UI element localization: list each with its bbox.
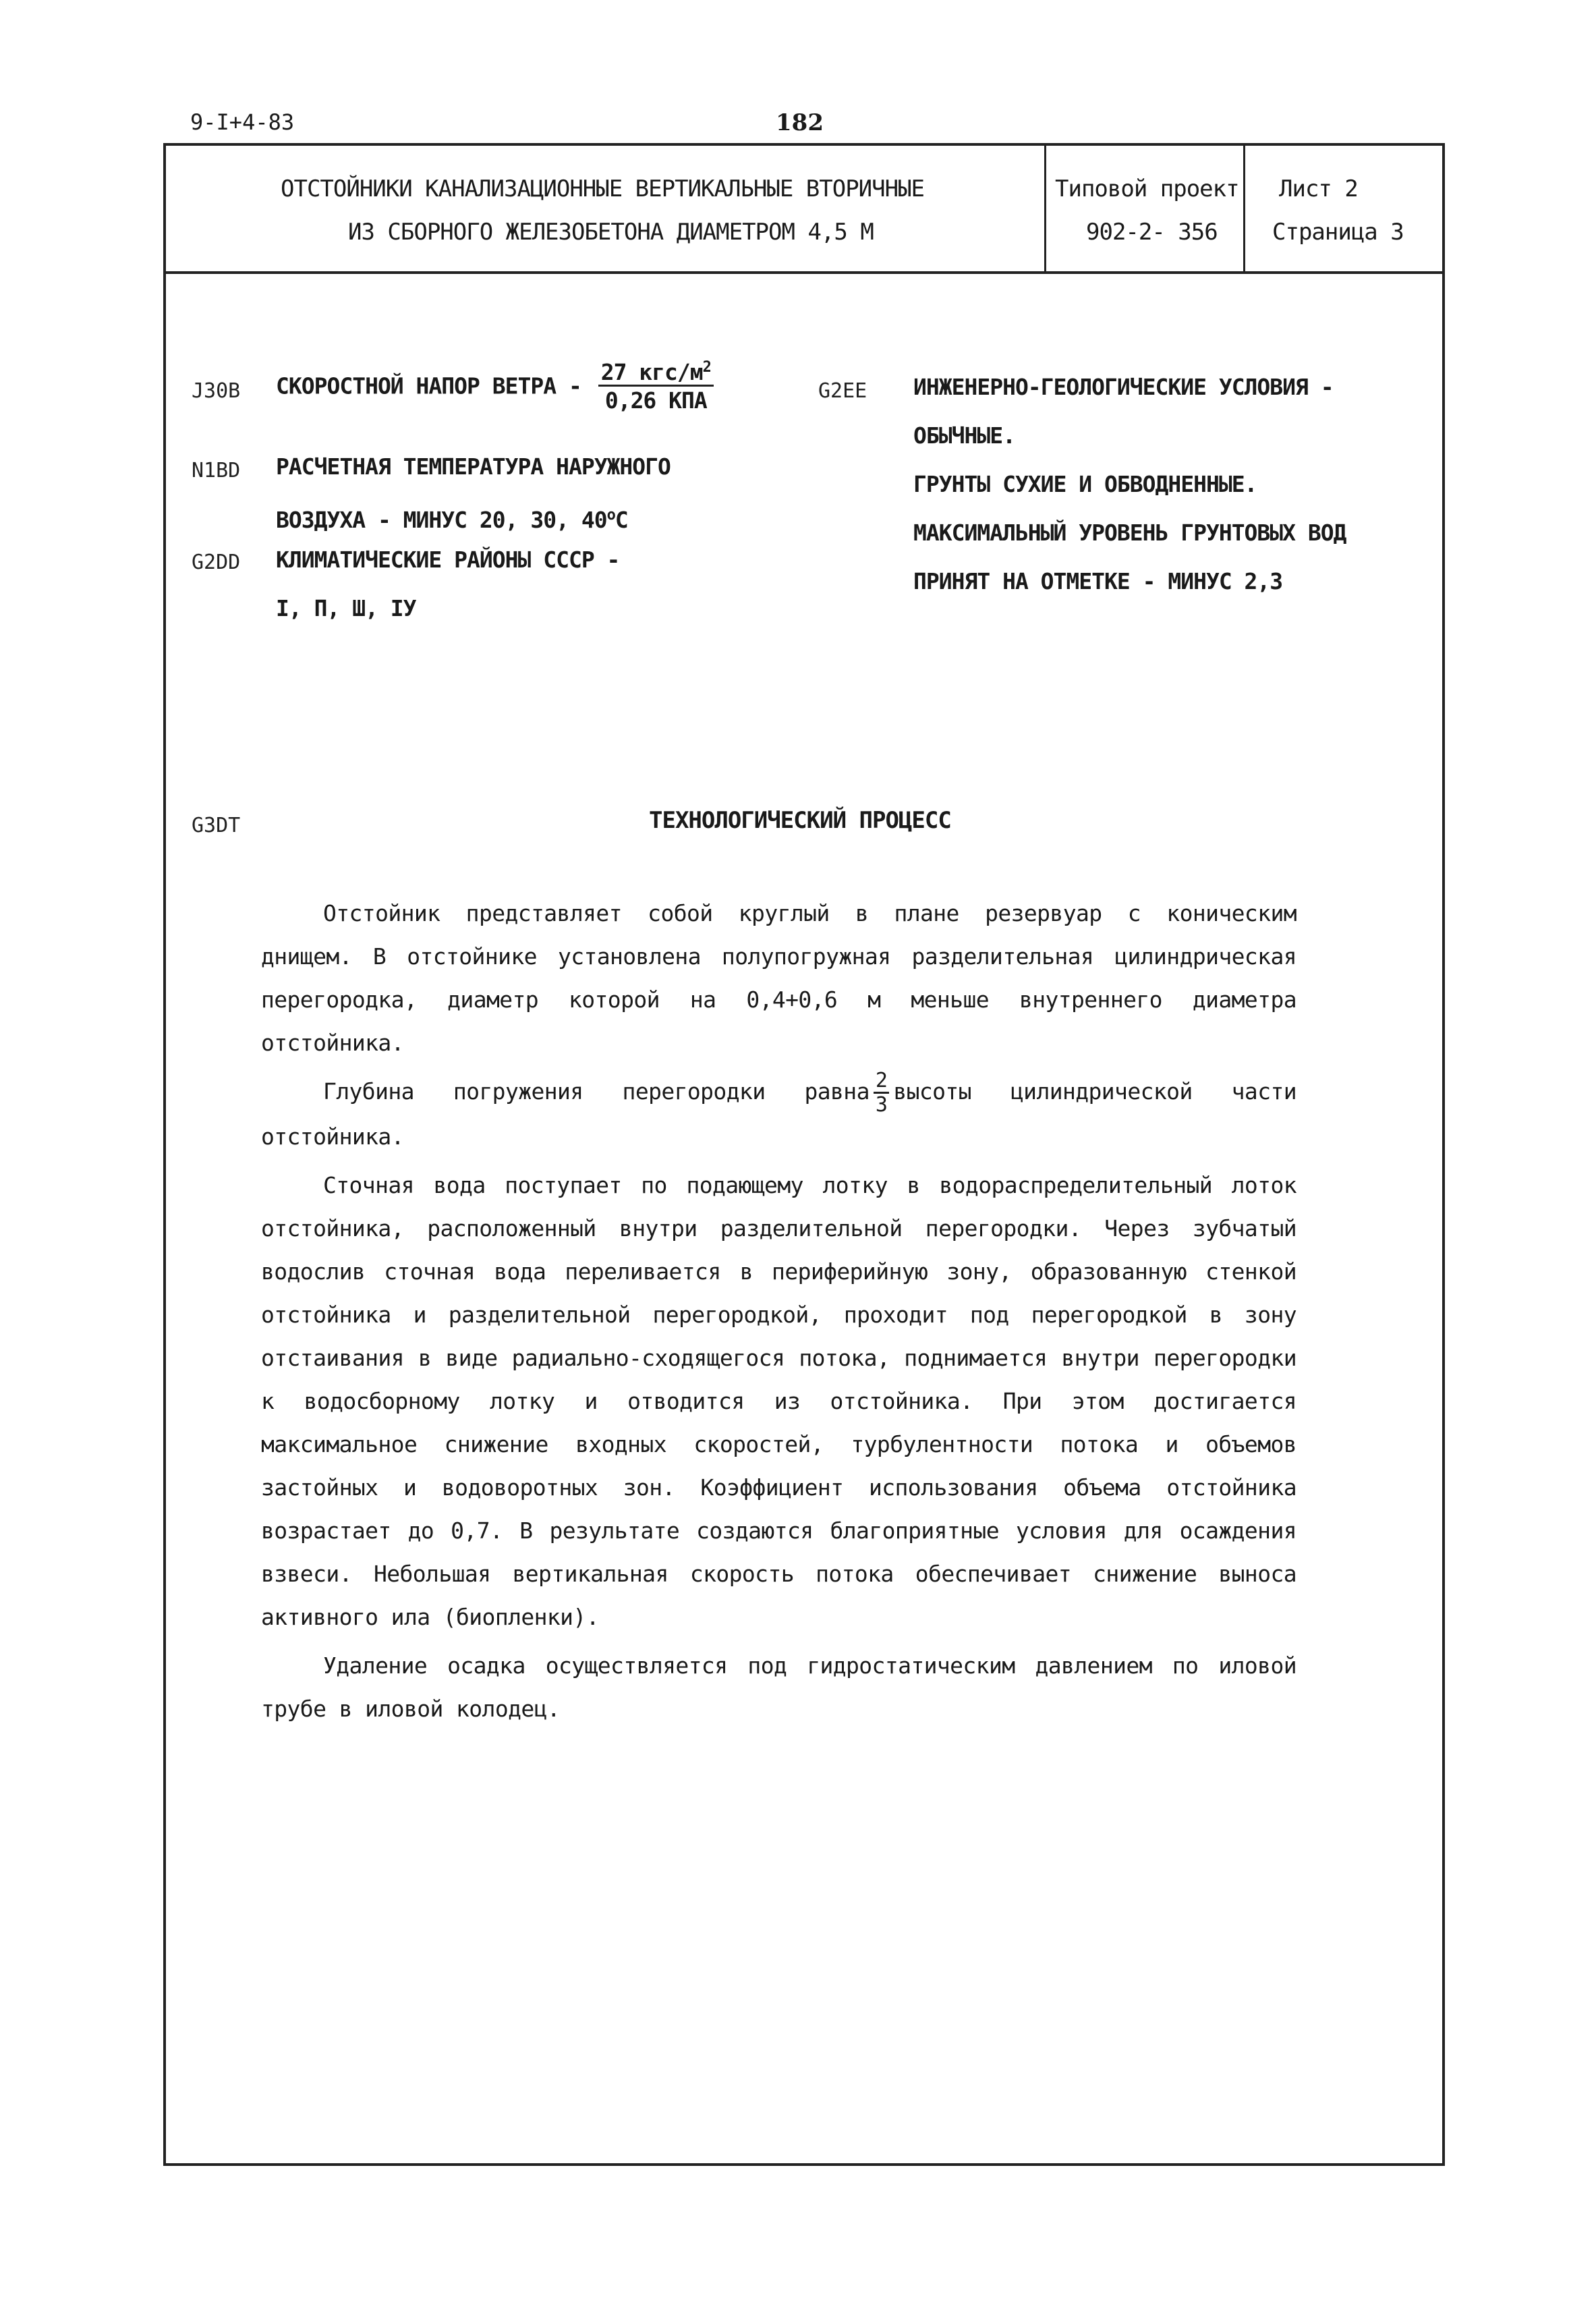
page-label: Страница 3 bbox=[1272, 219, 1404, 246]
fraction-numerator: 2 bbox=[874, 1071, 889, 1094]
geology-line2: ОБЫЧНЫЕ. bbox=[913, 422, 1015, 449]
fraction-denominator: 3 bbox=[875, 1092, 888, 1117]
paragraph-4: Удаление осадка осуществляется под гидростатическим давлением по иловой трубе в иловой колодец. bbox=[261, 1652, 1296, 1722]
wind-pressure bbox=[276, 360, 714, 412]
geology-line5: ПРИНЯТ НА ОТМЕТКЕ - МИНУС 2,3 bbox=[913, 568, 1283, 594]
document-title-line1: ОТСТОЙНИКИ КАНАЛИЗАЦИОННЫЕ ВЕРТИКАЛЬНЫЕ ВТОРИЧНЫЕ bbox=[281, 175, 925, 202]
geology-line4: МАКСИМАЛЬНЫЙ УРОВЕНЬ ГРУНТОВЫХ ВОД bbox=[913, 520, 1346, 546]
project-label: Типовой проект bbox=[1055, 175, 1239, 202]
paragraph-1: Отстойник представляет собой круглый в плане резервуар с коническим днищем. В отстойнике установлена полупогружная разделительная цилиндрическая перегородка, диаметр которой на 0,4+0,6 м меньше внутреннего диаметра отстойника. bbox=[261, 900, 1296, 1056]
climate-line2: I, П, Ш, IУ bbox=[276, 595, 416, 621]
paragraph-2 bbox=[261, 1070, 1296, 1159]
geology-conditions bbox=[913, 363, 1346, 606]
wind-pressure-value bbox=[598, 360, 714, 412]
title-block-divider bbox=[1044, 146, 1046, 271]
climate-regions bbox=[276, 536, 619, 633]
title-block bbox=[166, 146, 1442, 274]
project-number: 902-2- 356 bbox=[1086, 219, 1218, 246]
design-temperature bbox=[276, 443, 671, 545]
param-code-geology: G2EE bbox=[818, 379, 867, 403]
param-code-wind: J30B bbox=[192, 379, 241, 403]
section-code: G3DT bbox=[192, 814, 241, 837]
geology-line3: ГРУНТЫ СУХИЕ И ОБВОДНЕННЫЕ. bbox=[913, 471, 1257, 497]
temperature-line1: РАСЧЕТНАЯ ТЕМПЕРАТУРА НАРУЖНОГО bbox=[276, 453, 671, 480]
temperature-unit: С bbox=[615, 507, 628, 533]
paragraph-3: Сточная вода поступает по подающему лотку в водораспределительный лоток отстойника, расположенный внутри разделительной перегородки. Через зубчатый водослив сточная вода переливается в периферийную зону, образованную стенкой отстойника и разделительной перегородкой, проходит под перегородкой в зону отстаивания в виде радиально-сходящегося потока, поднимается внутри перегородки к водосборному лотку и отводится из отстойника. При этом достигается максимальное снижение входных скоростей, турбулентности потока и объемов застойных и водоворотных зон. Коэффициент использования объема отстойника возрастает до 0,7. В результате создаются благоприятные условия для осаждения взвеси. Небольшая вертикальная скорость потока обеспечивает снижение выноса активного ила (биопленки). bbox=[261, 1171, 1296, 1630]
page-number: 182 bbox=[776, 109, 824, 136]
param-code-climate: G2DD bbox=[192, 551, 241, 574]
section-title: ТЕХНОЛОГИЧЕСКИЙ ПРОЦЕСС bbox=[649, 807, 951, 834]
sheet-label: Лист 2 bbox=[1279, 175, 1358, 202]
geology-line1: ИНЖЕНЕРНО-ГЕОЛОГИЧЕСКИЕ УСЛОВИЯ - bbox=[913, 374, 1334, 400]
wind-value-kgs: 27 кгс/м bbox=[600, 359, 703, 385]
document-code: 9-I+4-83 bbox=[190, 109, 295, 135]
wind-value-kpa: 0,26 КПА bbox=[604, 387, 707, 414]
document-title-line2: ИЗ СБОРНОГО ЖЕЛЕЗОБЕТОНА ДИАМЕТРОМ 4,5 М bbox=[348, 219, 874, 246]
degree-sign: о bbox=[606, 507, 615, 524]
body-text bbox=[261, 892, 1296, 1731]
paragraph-2-before: Глубина погружения перегородки равна bbox=[323, 1078, 870, 1105]
param-code-temperature: N1BD bbox=[192, 459, 241, 482]
climate-line1: КЛИМАТИЧЕСКИЕ РАЙОНЫ СССР - bbox=[276, 547, 620, 573]
title-block-divider bbox=[1243, 146, 1245, 271]
fraction-two-thirds bbox=[874, 1068, 889, 1117]
temperature-values: ВОЗДУХА - МИНУС 20, 30, 40 bbox=[276, 507, 607, 533]
wind-value-sup: 2 bbox=[702, 359, 711, 376]
wind-pressure-label: СКОРОСТНОЙ НАПОР ВЕТРА - bbox=[276, 372, 581, 399]
paragraph-2-after: высоты цилиндрической части отстойника. bbox=[261, 1078, 1297, 1150]
